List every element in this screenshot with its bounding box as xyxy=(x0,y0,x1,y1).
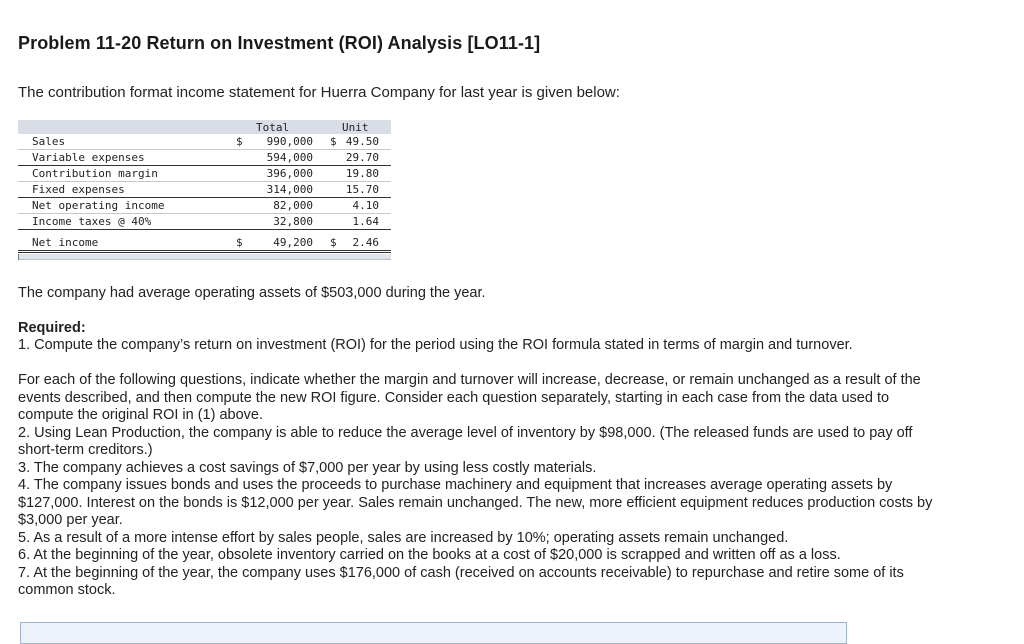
table-row xyxy=(18,150,391,166)
problem-title: Problem 11-20 Return on Investment (ROI) Analysis [LO11-1] xyxy=(18,33,541,53)
table-row xyxy=(18,182,391,198)
instructions-text: For each of the following questions, indicate whether the margin and turnover will increase, decrease, or remain unchanged as a result of the events described, and then compute the new ROI figure. Consider each question separately, starting in each case from the data used to compute the original ROI in (1) above. xyxy=(18,372,921,423)
row-total: 32,800 xyxy=(273,215,313,228)
row-total: 49,200 xyxy=(273,236,313,249)
question-3: 3. The company achieves a cost savings of $7,000 per year by using less costly materials. xyxy=(18,459,597,476)
row-total: 396,000 xyxy=(266,167,313,180)
table-row-total xyxy=(18,232,391,253)
row-unit: 1.64 xyxy=(352,215,379,228)
row-label: Sales xyxy=(32,135,66,148)
table-row xyxy=(18,198,391,214)
row-total: 990,000 xyxy=(266,135,313,148)
row-unit: 19.80 xyxy=(345,167,379,180)
question-2: 2. Using Lean Production, the company is able to reduce the average level of inventory by $98,000. (The released funds are used to pay off short-term creditors.) xyxy=(18,424,913,458)
question-6: 6. At the beginning of the year, obsolete inventory carried on the books at a cost of $20,000 is scrapped and written off as a loss. xyxy=(18,547,841,563)
row-label: Net income xyxy=(32,236,99,249)
row-unit: 29.70 xyxy=(345,151,379,164)
table-row xyxy=(18,134,391,150)
row-label: Fixed expenses xyxy=(32,183,125,196)
intro-text: The contribution format income statement for Huerra Company for last year is given below: xyxy=(18,84,620,101)
dollar-sign: $ xyxy=(236,135,243,148)
dollar-sign: $ xyxy=(236,236,243,249)
row-total: 314,000 xyxy=(266,183,313,196)
row-unit: 4.10 xyxy=(352,199,379,212)
table-row xyxy=(18,214,391,230)
assets-text: The company had average operating assets of $503,000 during the year. xyxy=(18,285,486,301)
dollar-sign: $ xyxy=(330,236,337,249)
income-statement-table xyxy=(18,120,391,253)
dollar-sign: $ xyxy=(330,135,337,148)
row-label: Contribution margin xyxy=(32,167,158,180)
divider-tick xyxy=(18,254,19,260)
row-label: Variable expenses xyxy=(32,151,145,164)
question-block xyxy=(18,372,948,600)
question-7: 7. At the beginning of the year, the company uses $176,000 of cash (received on accounts receivable) to repurchase and retire some of its common stock. xyxy=(18,564,904,598)
row-total: 594,000 xyxy=(266,151,313,164)
row-label: Income taxes @ 40% xyxy=(32,215,152,228)
table-row xyxy=(18,166,391,182)
header-total: Total xyxy=(256,121,290,134)
row-unit: 2.46 xyxy=(352,236,379,249)
row-unit: 49.50 xyxy=(345,135,379,148)
header-unit: Unit xyxy=(342,121,369,134)
row-label: Net operating income xyxy=(32,199,165,212)
question-1: 1. Compute the company’s return on investment (ROI) for the period using the ROI formula stated in terms of margin and turnover. xyxy=(18,337,853,353)
table-resize-handle[interactable] xyxy=(18,254,391,260)
required-label: Required: xyxy=(18,320,86,336)
row-unit: 15.70 xyxy=(345,183,379,196)
question-4: 4. The company issues bonds and uses the proceeds to purchase machinery and equipment that increases average operating assets by $127,000. Interest on the bonds is $12,000 per year. Sales remain unchanged. The new, more efficient equipment reduces production costs by $3,000 per year. xyxy=(18,477,933,528)
table-header-row xyxy=(18,120,391,134)
question-5: 5. As a result of a more intense effort by sales people, sales are increased by 10%; operating assets remain unchanged. xyxy=(18,529,789,546)
row-total: 82,000 xyxy=(273,199,313,212)
answer-panel[interactable] xyxy=(20,622,847,644)
